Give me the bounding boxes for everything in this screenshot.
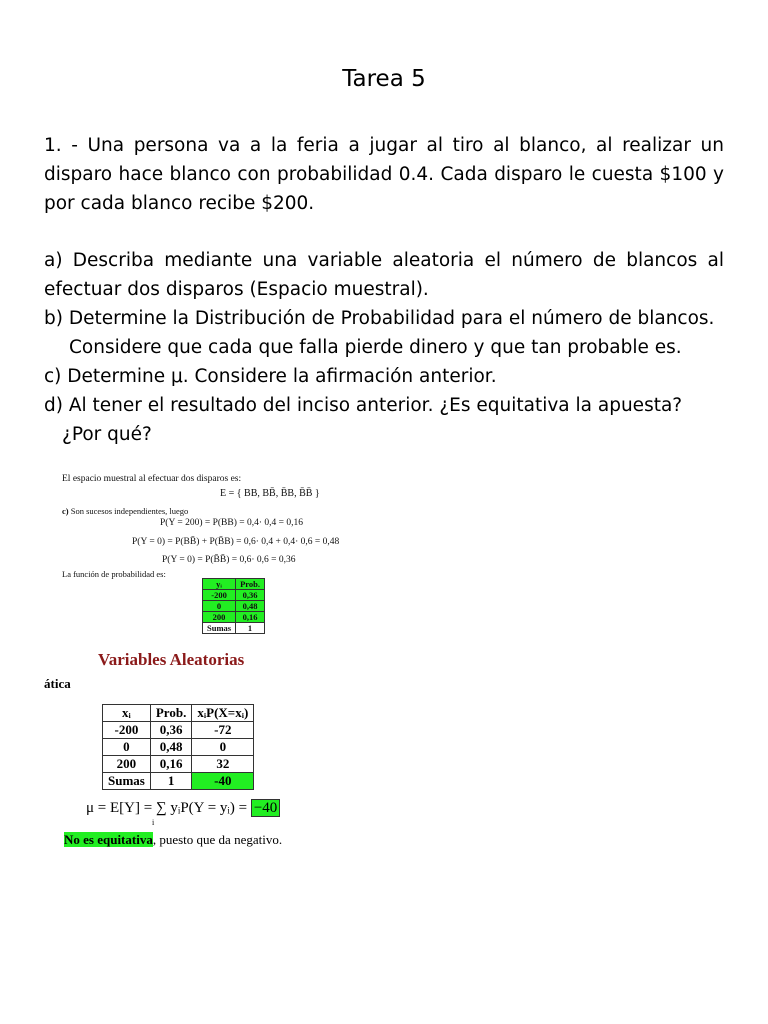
probability-table-1 [202, 578, 265, 634]
table2-header-prob: Prob. [150, 705, 191, 722]
table2-cell: 0,48 [150, 739, 191, 756]
table2-header-xp: xᵢP(X=xᵢ) [192, 705, 254, 722]
table1-header-y: yᵢ [203, 579, 236, 590]
solution-image-2 [42, 648, 342, 858]
part-c-label: c) [62, 506, 69, 516]
table2-sum-label: Sumas [103, 773, 151, 790]
item-c: c) Determine μ. Considere la afirmación anterior. [44, 366, 497, 387]
table2-cell: -200 [103, 722, 151, 739]
conclusion [64, 832, 282, 848]
equation-2: P(Y = 0) = P(BB̄) + P(B̄B) = 0,6· 0,4 + 0,4· 0,6 = 0,48 [132, 537, 340, 547]
sample-space-intro: El espacio muestral al efectuar dos disparos es: [62, 474, 242, 484]
item-d-continued: ¿Por qué? [62, 424, 152, 445]
item-a: a) Describa mediante una variable aleatoria el número de blancos al efectuar dos disparos (Espacio muestral). [44, 250, 724, 300]
mean-value: −40 [251, 799, 280, 817]
mean-formula-text: μ = E[Y] = ∑ yᵢP(Y = yᵢ) = [86, 800, 248, 816]
page-title: Tarea 5 [342, 66, 426, 92]
table1-cell: 0 [203, 601, 236, 612]
item-d: d) Al tener el resultado del inciso anterior. ¿Es equitativa la apuesta? [44, 395, 683, 416]
sum-index: i [152, 818, 155, 827]
independence-text: Son sucesos independientes, luego [70, 506, 189, 516]
mean-formula [86, 800, 280, 817]
table1-cell: 0,16 [236, 612, 265, 623]
item-b-continued: Considere que cada que falla pierde dinero y que tan probable es. [69, 337, 682, 358]
probability-function-label: La función de probabilidad es: [62, 569, 166, 579]
heading-fragment: ática [44, 676, 71, 691]
independence-note [62, 506, 188, 516]
sample-space-formula: E = { BB, BB̄, B̄B, B̄B̄ } [220, 488, 320, 499]
equation-3: P(Y = 0) = P(B̄B̄) = 0,6· 0,6 = 0,36 [162, 555, 296, 565]
table1-cell: 200 [203, 612, 236, 623]
table1-header-prob: Prob. [236, 579, 265, 590]
table2-cell: 32 [192, 756, 254, 773]
table2-cell: 0,16 [150, 756, 191, 773]
table1-cell: 0,36 [236, 590, 265, 601]
equation-1: P(Y = 200) = P(BB) = 0,4· 0,4 = 0,16 [160, 518, 303, 528]
table1-sum-value: 1 [236, 623, 265, 634]
table2-header-x: xᵢ [103, 705, 151, 722]
table2-sum-prob: 1 [150, 773, 191, 790]
table1-cell: -200 [203, 590, 236, 601]
item-b: b) Determine la Distribución de Probabilidad para el número de blancos. [44, 308, 715, 329]
expectation-table [102, 704, 254, 790]
table2-cell: 0 [192, 739, 254, 756]
question-1-text: 1. - Una persona va a la feria a jugar al tiro al blanco, al realizar un disparo hace blanco con probabilidad 0.4. Cada disparo le cuesta $100 y por cada blanco recibe $200. [44, 135, 724, 214]
table1-cell: 0,48 [236, 601, 265, 612]
table2-cell: -72 [192, 722, 254, 739]
conclusion-rest: , puesto que da negativo. [152, 832, 283, 847]
solution-image-1 [58, 468, 358, 643]
question-1 [44, 131, 724, 218]
table2-cell: 200 [103, 756, 151, 773]
question-items [44, 246, 724, 449]
conclusion-highlight: No es equitativa [64, 832, 153, 847]
table2-cell: 0,36 [150, 722, 191, 739]
table2-cell: 0 [103, 739, 151, 756]
section-heading: Variables Aleatorias [98, 650, 245, 669]
table2-sum-value: -40 [192, 773, 254, 790]
table1-sum-label: Sumas [203, 623, 236, 634]
